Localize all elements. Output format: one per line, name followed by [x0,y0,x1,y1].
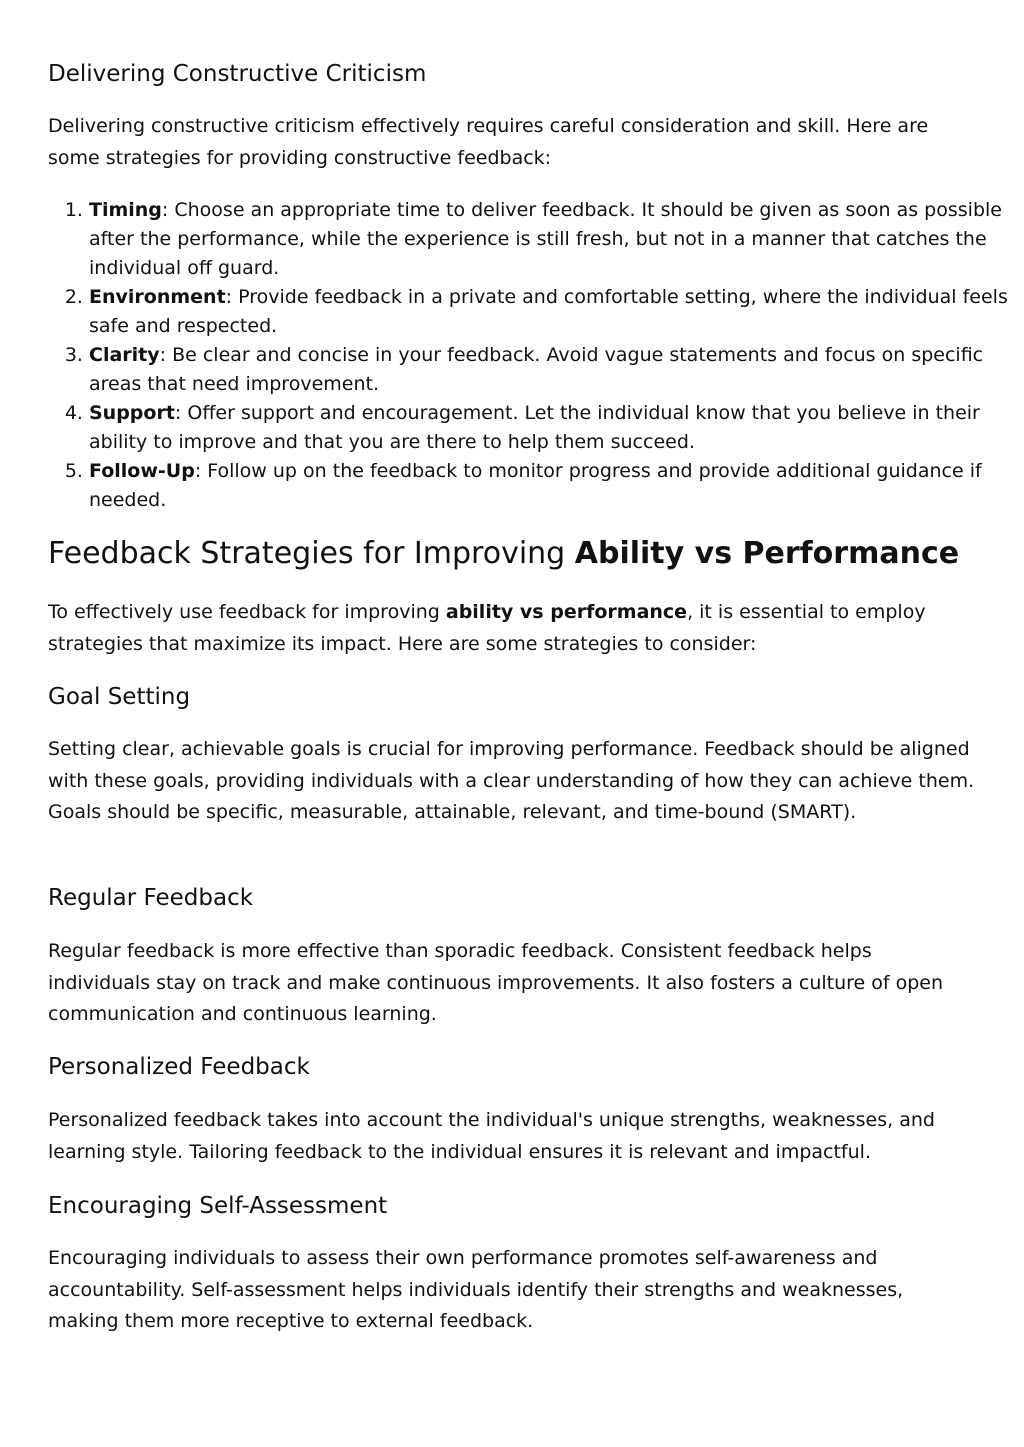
section-intro-paragraph: Delivering constructive criticism effectively requires careful consideration and skill. Here are some strategies for providing constructive feedback: [48,115,929,169]
main-heading-prefix: Feedback Strategies for Improving [48,536,575,571]
paragraph-regular-feedback: Regular feedback is more effective than sporadic feedback. Consistent feedback helps individuals stay on track and make continuous improvements. It also fosters a culture of open communication and continuous learning. [48,940,944,1025]
main-heading [48,534,959,574]
list-item-term: Support [89,402,175,424]
list-item-term: Clarity [89,344,160,366]
intro-suffix: , it is essential to employ strategies that maximize its impact. Here are some strategies to consider: [48,601,926,655]
list-item-text: : Be clear and concise in your feedback. Avoid vague statements and focus on specific areas that need improvement. [89,344,984,395]
list-item [89,283,1024,341]
paragraph-goal-setting: Setting clear, achievable goals is crucial for improving performance. Feedback should be aligned with these goals, providing individuals with a clear understanding of how they can achieve them. Goals should be specific, measurable, attainable, relevant, and time-bound (SMART). [48,738,975,823]
list-item-text: : Offer support and encouragement. Let the individual know that you believe in their ability to improve and that you are there to help them succeed. [89,402,980,453]
list-item [89,399,1024,457]
list-item-text: : Choose an appropriate time to deliver feedback. It should be given as soon as possible after the performance, while the experience is still fresh, but not in a manner that catches the individual off guard. [89,199,1002,279]
list-item-term: Timing [89,199,162,221]
heading-self-assessment: Encouraging Self-Assessment [48,1193,388,1219]
list-item [89,457,1024,515]
strategies-intro-paragraph [48,597,978,660]
paragraph-self-assessment: Encouraging individuals to assess their own performance promotes self-awareness and accountability. Self-assessment helps individuals identify their strengths and weaknesses, making them more receptive to external feedback. [48,1247,904,1332]
list-item-text: : Follow up on the feedback to monitor progress and provide additional guidance if needed. [89,460,982,511]
section-heading-delivering-criticism: Delivering Constructive Criticism [48,61,427,87]
list-item-term: Environment [89,286,226,308]
paragraph-personalized-feedback: Personalized feedback takes into account the individual's unique strengths, weaknesses, and learning style. Tailoring feedback to the individual ensures it is relevant and impactful. [48,1109,935,1163]
heading-goal-setting: Goal Setting [48,684,191,710]
list-item-text: : Provide feedback in a private and comfortable setting, where the individual feels safe and respected. [89,286,1008,337]
main-heading-bold: Ability vs Performance [574,536,960,571]
heading-regular-feedback: Regular Feedback [48,885,254,911]
heading-personalized-feedback: Personalized Feedback [48,1054,310,1080]
list-item [89,196,1024,283]
list-item-term: Follow-Up [89,460,195,482]
intro-prefix: To effectively use feedback for improving [48,601,446,623]
intro-bold: ability vs performance [445,601,688,623]
list-item [89,341,1024,399]
strategies-list [48,196,1024,515]
